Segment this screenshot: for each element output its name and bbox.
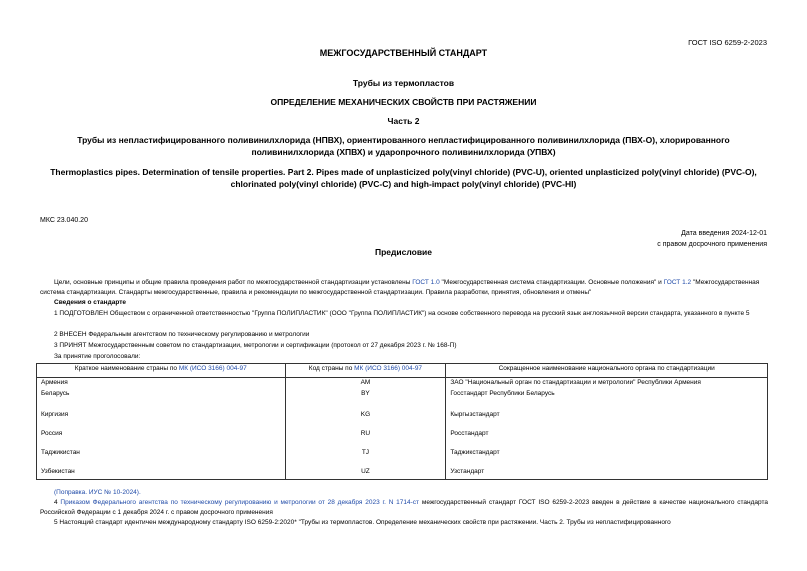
p1-text-b: "Межгосударственная система стандартизации. Основные положения" и: [439, 279, 664, 286]
gost-1-0-link[interactable]: ГОСТ 1.0: [412, 279, 440, 286]
item4-text: межгосударственный стандарт ГОСТ ISO 6259-2-2023 введен в действие в качестве национального стандарта Российской Федерации с 1 декабря 2024 г. с правом досрочного применения: [40, 499, 768, 516]
body-cell: Узстандарт: [446, 467, 768, 480]
body-cell: ЗАО "Национальный орган по стандартизации и метрологии" Республики Армения: [446, 378, 768, 390]
table-row: [37, 467, 768, 480]
determination-title: ОПРЕДЕЛЕНИЕ МЕХАНИЧЕСКИХ СВОЙСТВ ПРИ РАСТЯЖЕНИИ: [270, 97, 537, 107]
title-english: Thermoplastics pipes. Determination of tensile properties. Part 2. Pipes made of unplasticized poly(vinyl chloride) (PVC-U), oriented unplasticized poly(vinyl chloride) (PVC-O), chlorinated poly(vinyl chloride) (PVC-C) and high-impact poly(vinyl chloride) (PVC-HI): [50, 167, 757, 189]
code-cell: UZ: [285, 467, 446, 480]
code-cell: AM: [285, 378, 446, 390]
table-row: [37, 448, 768, 467]
p1-text-a: Цели, основные принципы и общие правила проведения работ по межгосударственной стандартизации установлены: [54, 279, 413, 286]
introduction-date: Дата введения 2024-12-01: [681, 230, 767, 237]
item4-prefix: 4: [54, 499, 61, 506]
item-1-prepared: 1 ПОДГОТОВЛЕН Обществом с ограниченной ответственностью "Группа ПОЛИПЛАСТИК" (ООО "Группа ПОЛИПЛАСТИК") на основе собственного перевода на русский язык англоязычной версии стандарта, указанного в пункте 5: [54, 310, 750, 317]
early-application-note: с правом досрочного применения: [657, 241, 767, 248]
body-cell: Таджикстандарт: [446, 448, 768, 467]
country-cell: Узбекистан: [37, 467, 286, 480]
part-title: Часть 2: [387, 116, 420, 126]
mk-iso-link-1[interactable]: МК (ИСО 3166) 004-97: [178, 365, 247, 372]
table-row: [37, 429, 768, 448]
body-cell: Кыргызстандарт: [446, 410, 768, 429]
body-cell: Росстандарт: [446, 429, 768, 448]
col-country-code: [285, 364, 446, 378]
preface-paragraph-1: [40, 278, 768, 298]
preface-heading: Предисловие: [374, 247, 433, 257]
standard-type: МЕЖГОСУДАРСТВЕННЫЙ СТАНДАРТ: [319, 48, 488, 58]
standard-code: ГОСТ ISO 6259-2-2023: [688, 38, 767, 47]
table-row: [37, 378, 768, 390]
col-standard-body: Сокращенное наименование национального органа по стандартизации: [446, 364, 768, 378]
col-country-name: [37, 364, 286, 378]
country-cell: Таджикистан: [37, 448, 286, 467]
table-row: [37, 410, 768, 429]
code-cell: KG: [285, 410, 446, 429]
col1-text: Краткое наименование страны по: [74, 365, 179, 372]
gost-1-2-link[interactable]: ГОСТ 1.2: [663, 279, 692, 286]
about-standard-heading: Сведения о стандарте: [54, 299, 127, 306]
country-cell: Армения: [37, 378, 286, 390]
col2-text: Код страны по: [308, 365, 355, 372]
country-cell: Киргизия: [37, 410, 286, 429]
code-cell: RU: [285, 429, 446, 448]
country-cell: Беларусь: [37, 389, 286, 410]
p1-text-c: "Межгосударственная система стандартизации. Стандарты межгосударственные, правила и рекомендации по межгосударственной стандартизации. Правила разработки, принятия, обновления и отмены": [40, 279, 760, 296]
subject-title: Трубы из термопластов: [352, 78, 455, 88]
rosstandart-order-link[interactable]: Приказом Федерального агентства по техническому регулированию и метрологии от 28 декабря 2023 г. N 1714-ст: [60, 499, 420, 506]
voting-countries-table: [36, 363, 768, 480]
table-header-row: [37, 364, 768, 378]
item-4-order: [40, 498, 768, 518]
item-3-adopted: 3 ПРИНЯТ Межгосударственным советом по стандартизации, метрологии и сертификации (протокол от 27 декабря 2023 г. № 168-П): [54, 342, 457, 349]
code-cell: BY: [285, 389, 446, 410]
amendment-note[interactable]: (Поправка. ИУС № 10-2024).: [54, 489, 141, 496]
voted-label: За принятие проголосовали:: [54, 353, 141, 360]
body-cell: Госстандарт Республики Беларусь: [446, 389, 768, 410]
table-row: [37, 389, 768, 410]
mk-iso-link-2[interactable]: МК (ИСО 3166) 004-97: [354, 365, 423, 372]
item-5-identical: 5 Настоящий стандарт идентичен международному стандарту ISO 6259-2:2020* "Трубы из термопластов. Определение механических свойств при растяжении. Часть 2. Трубы из непластифицированного: [54, 519, 671, 526]
code-cell: TJ: [285, 448, 446, 467]
mks-code: МКС 23.040.20: [40, 217, 88, 224]
country-cell: Россия: [37, 429, 286, 448]
title-russian: Трубы из непластифицированного поливинилхлорида (НПВХ), ориентированного непластифицированного поливинилхлорида (ПВХ-О), хлорированного поливинилхлорида (ХПВХ) и ударопрочного поливинилхлорида (УПВХ): [77, 135, 730, 157]
item-2-introduced: 2 ВНЕСЕН Федеральным агентством по техническому регулированию и метрологии: [54, 331, 310, 338]
